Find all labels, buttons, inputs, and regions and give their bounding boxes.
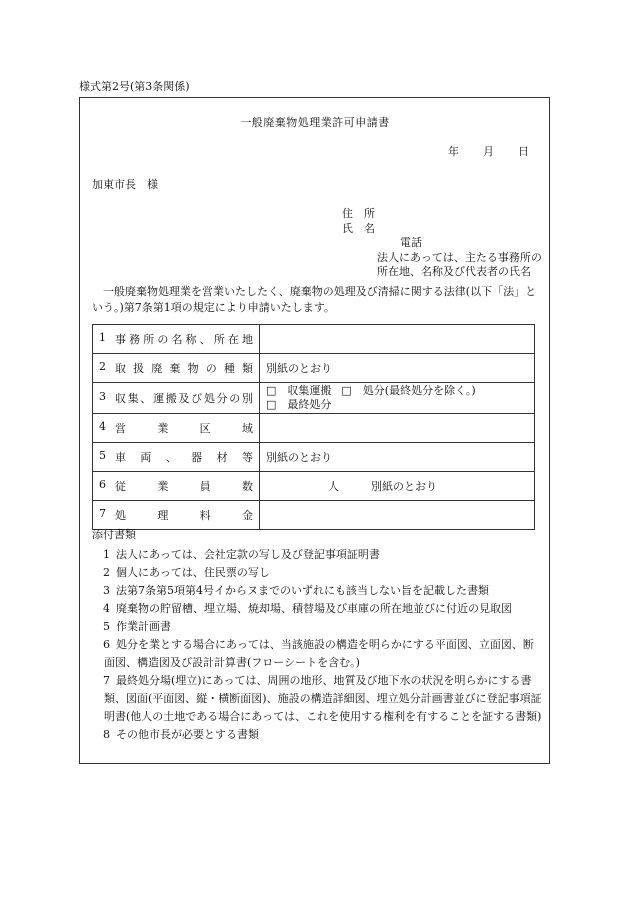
row-label-text: 従 業 員 数 [115,480,253,493]
row-label-text: 車 両 、 器 材 等 [115,451,253,464]
attachment-text: 処分を業とする場合にあっては、当該施設の構造を明らかにする平面図、立面図、断面図、構造図及び設計計算書(フローシートを含む。) [104,638,534,669]
row-value[interactable] [260,325,535,354]
attachment-item [92,546,542,564]
application-table [92,324,535,530]
attachment-text: その他市長が必要とする書類 [116,728,259,741]
row-label [93,472,260,501]
row-label [93,501,260,530]
row-number: 4 [99,420,106,433]
table-row [93,414,535,443]
attachment-item [92,672,542,726]
attachment-item [92,618,542,636]
table-row [93,472,535,501]
attachment-text: 法第7条第5項第4号イからヌまでのいずれにも該当しない旨を記載した書類 [116,584,489,597]
address-label: 住 所 [342,207,375,220]
attachment-text: 最終処分場(埋立)にあっては、周囲の地形、地質及び地下水の状況を明らかにする書類、図面(平面図、縦・横断面図)、施設の構造詳細図、埋立処分計画書並びに登記事項証明書(他人の土地である場合にあっては、これを使用する権利を有することを証する書類) [104,674,542,723]
attachment-number: 7 [103,674,110,687]
row-label [93,383,260,414]
attachment-text: 廃棄物の貯留槽、埋立場、焼却場、積替場及び車庫の所在地並びに付近の見取図 [116,602,512,615]
row-value[interactable] [260,414,535,443]
row-value[interactable]: 別紙のとおり [260,443,535,472]
date-year-label: 年 [448,145,459,158]
attachment-number: 3 [103,584,110,597]
attachment-item [92,564,542,582]
row-label-text: 事 務 所 の 名 称 、 所 在 地 [115,333,253,346]
attachment-number: 6 [103,638,110,651]
row-label [93,414,260,443]
document-title: 一般廃棄物処理業許可申請書 [240,116,390,129]
corp-note-line-1: 法人にあっては、主たる事務所の [377,251,542,264]
row-value[interactable]: 別紙のとおり [260,354,535,383]
row-number: 1 [99,331,106,344]
collect-transport-checkbox[interactable]: □ 収集運搬 [266,384,332,397]
form-number: 様式第2号(第3条関係) [79,80,190,93]
table-row [93,354,535,383]
date-day-label: 日 [518,145,529,158]
row-number: 3 [99,390,106,403]
employee-note: 別紙のとおり [371,480,437,493]
final-disposal-checkbox[interactable]: □ 最終処分 [266,398,332,411]
disposal-checkbox[interactable]: □ 処分(最終処分を除く。) [341,384,476,397]
row-number: 5 [99,449,106,462]
row-value[interactable] [260,472,535,501]
attachment-item [92,636,542,672]
table-row [93,325,535,354]
attachment-text: 個人にあっては、住民票の写し [116,566,270,579]
attachment-number: 5 [103,620,110,633]
attachments-list [92,546,542,744]
row-number: 2 [99,360,106,373]
attachment-number: 4 [103,602,110,615]
row-label [93,443,260,472]
table-row [93,443,535,472]
row-label-text: 処 理 料 金 [115,509,253,522]
addressee: 加東市長 様 [92,178,158,191]
row-value[interactable] [260,383,535,414]
attachment-text: 作業計画書 [116,620,171,633]
row-label-text: 収 集 、 運 搬 及 び 処 分 の 別 [115,392,253,405]
attachment-number: 2 [103,566,110,579]
row-number: 6 [99,478,106,491]
row-value[interactable] [260,501,535,530]
corp-note-line-2: 所在地、名称及び代表者の氏名 [377,265,531,278]
application-statement: 一般廃棄物処理業を営業いたしたく、廃棄物の処理及び清掃に関する法律(以下「法」という。)第7条第1項の規定により申請いたします。 [92,285,537,314]
table-row [93,383,535,414]
row-label-text: 営 業 区 域 [115,422,253,435]
attachment-item [92,582,542,600]
name-label: 氏 名 [342,222,375,235]
table-row [93,501,535,530]
attachment-item [92,600,542,618]
attachment-item [92,726,542,744]
attachment-text: 法人にあっては、会社定款の写し及び登記事項証明書 [116,548,380,561]
employee-unit: 人 [328,480,339,493]
row-number: 7 [99,507,106,520]
row-label-text: 取 扱 廃 棄 物 の 種 類 [115,362,253,375]
attachment-number: 8 [103,728,110,741]
row-label [93,325,260,354]
attachments-heading: 添付書類 [92,528,136,541]
date-month-label: 月 [483,145,494,158]
attachment-number: 1 [103,548,110,561]
row-label [93,354,260,383]
phone-label: 電話 [400,236,422,249]
